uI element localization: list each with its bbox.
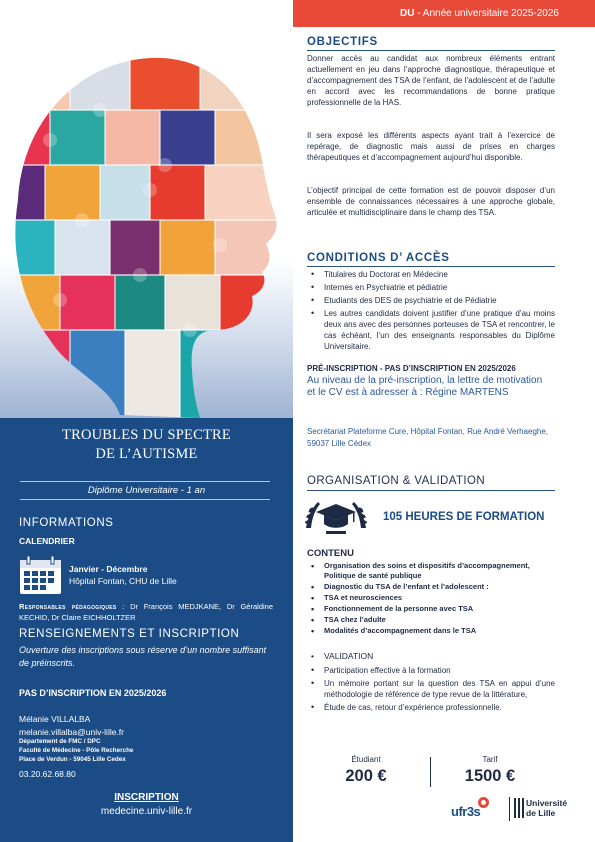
conditions-list [307, 269, 555, 354]
list-item: • Internes en Psychiatrie et pédiatrie [307, 282, 555, 293]
course-title-line1: TROUBLES DU SPECTRE [62, 427, 231, 443]
calendar-place: Hôpital Fontan, CHU de Lille [69, 576, 177, 586]
calendar-dates: Janvier - Décembre [69, 564, 148, 574]
preinscription-text: Au niveau de la pré-inscription, la lettre de motivation et le CV est à adresser à : Régine MARTENS [307, 375, 543, 398]
list-item: • Etudiants des DES de psychiatrie et de Pédiatrie [307, 295, 555, 306]
secretariat-address: Secrétariat Plateforme Cure, Hôpital Fontan, Rue André Verhaeghe, 59037 Lille Cédex [307, 427, 549, 448]
ufr3s-logo [451, 797, 503, 819]
tarif-price-box [445, 755, 535, 786]
du-prefix: DU [400, 8, 415, 19]
objectifs-paragraph-2: Il sera exposé les différents aspects ayant trait à l’exercice de repérage, de diagnostic mais aussi de prises en charges thérapeutiques et d’accompagnement aujourd’hui disponible. [307, 131, 555, 162]
validation-list [307, 665, 555, 715]
year-banner [293, 0, 595, 27]
student-price: 200 € [345, 767, 387, 785]
validation-heading-text: VALIDATION [324, 651, 374, 661]
divider-bottom [20, 499, 270, 500]
list-item: • Étude de cas, retour d’expérience professionnelle. [307, 702, 555, 713]
objectifs-heading: OBJECTIFS [307, 36, 378, 48]
objectifs-rule [307, 50, 555, 51]
ufr3s-logo-text: ufr3s [451, 804, 481, 819]
objectifs-paragraph-1: Donner accès au candidat aux nombreux éléments entrant actuellement en jeu dans l’approche diagnostique, thérapeutique et d’accompagnement des TSA de l’enfant, de l’adolescent et de l’adulte en accord avec les recommandations de bonne pratique professionnelle de la HAS. [307, 54, 555, 107]
right-column [293, 0, 595, 842]
left-column [0, 0, 293, 842]
list-item: • TSA chez l’adulte [307, 615, 563, 625]
list-item: • Un mémoire portant sur la question des TSA en appui d’une méthodologie de référence de type revue de la littérature, [307, 678, 555, 700]
contenu-list [307, 561, 563, 637]
training-hours: 105 HEURES DE FORMATION [383, 511, 545, 523]
informations-heading: INFORMATIONS [19, 517, 114, 529]
academic-year: - Année universitaire 2025-2026 [414, 8, 559, 19]
puzzle-head-illustration [0, 0, 293, 418]
calendar-icon [19, 555, 62, 595]
list-item: • Titulaires du Doctorat en Médecine [307, 269, 555, 280]
universite-logo-name [526, 799, 567, 818]
no-inscription-notice: PAS D’INSCRIPTION EN 2025/2026 [19, 688, 167, 698]
year-banner-text [400, 8, 559, 19]
diploma-label: Diplôme Universitaire - 1 an [87, 485, 206, 496]
validation-heading [307, 651, 373, 661]
course-title [0, 426, 293, 464]
inscription-notice: Ouverture des inscriptions sous réserve d’un nombre suffisant de préinscrits. [19, 645, 267, 668]
contact-phone: 03.20.62.68.80 [19, 769, 76, 779]
universite-logo-line2: de Lille [526, 807, 556, 818]
list-item: • Organisation des soins et dispositifs d’accompagnement, Politique de santé publique [307, 561, 563, 581]
organisation-heading: ORGANISATION & VALIDATION [307, 475, 486, 487]
graduation-cap-icon [302, 498, 370, 536]
conditions-heading: CONDITIONS D’ ACCÈS [307, 252, 450, 264]
responsables-label: Responsables pédagogiques [19, 602, 117, 611]
course-title-line2: DE L’AUTISME [95, 446, 198, 462]
contact-name: Mélanie VILLALBA [19, 714, 91, 724]
list-item: • Participation effective à la formation [307, 665, 555, 676]
responsables [19, 601, 273, 623]
contact-faculty: Faculté de Médecine - Pôle Recherche [19, 747, 134, 754]
responsables-names: : Dr François MEDJKANE, Dr Géraldine KECHID, Dr Claire EICHHOLTZER [19, 602, 273, 622]
preinscription-heading: PRÉ-INSCRIPTION - PAS D’INSCRIPTION EN 2025/2026 [307, 364, 516, 373]
list-item: • Modalités d’accompagnement dans le TSA [307, 626, 563, 636]
renseignements-heading: RENSEIGNEMENTS ET INSCRIPTION [19, 628, 240, 640]
organisation-rule [307, 490, 555, 491]
conditions-rule [307, 266, 555, 267]
info-panel [0, 418, 293, 842]
contact-email[interactable]: melanie.villalba@univ-lille.fr [19, 727, 125, 737]
inscription-heading: INSCRIPTION [114, 792, 179, 803]
tarif-label: Tarif [482, 755, 498, 764]
contact-department: Département de FMC / DPC [19, 738, 101, 745]
contact-address: Place de Verdun - 59045 Lille Cedex [19, 756, 126, 763]
calendar-heading: CALENDRIER [19, 536, 75, 546]
price-divider [430, 757, 431, 787]
logo-divider [509, 797, 510, 821]
divider-top [20, 481, 270, 482]
list-item: • Diagnostic du TSA de l’enfant et l’adolescent : [307, 582, 563, 592]
objectifs-paragraph-3: L’objectif principal de cette formation est de pouvoir disposer d’un ensemble de connaissances nécessaires à une approche globale, articulée et multidisciplinaire dans le champ des TSA. [307, 186, 555, 217]
list-item: • Les autres candidats doivent justifier d’une pratique d’au moins deux ans avec des personnes porteuses de TSA et rencontrer, le cas échéant, l’un des enseignants responsables du Diplôme Universitaire. [307, 308, 555, 352]
student-price-box [321, 755, 411, 786]
tarif-price: 1500 € [464, 767, 516, 785]
inscription-link[interactable]: medecine.univ-lille.fr [100, 806, 193, 817]
student-price-label: Étudiant [351, 755, 381, 764]
list-item: • Fonctionnement de la personne avec TSA [307, 604, 563, 614]
contenu-heading: CONTENU [307, 548, 354, 559]
list-item: • TSA et neurosciences [307, 593, 563, 603]
universite-logo-line1: Université [526, 798, 568, 808]
universite-logo-bars-icon [514, 798, 523, 818]
